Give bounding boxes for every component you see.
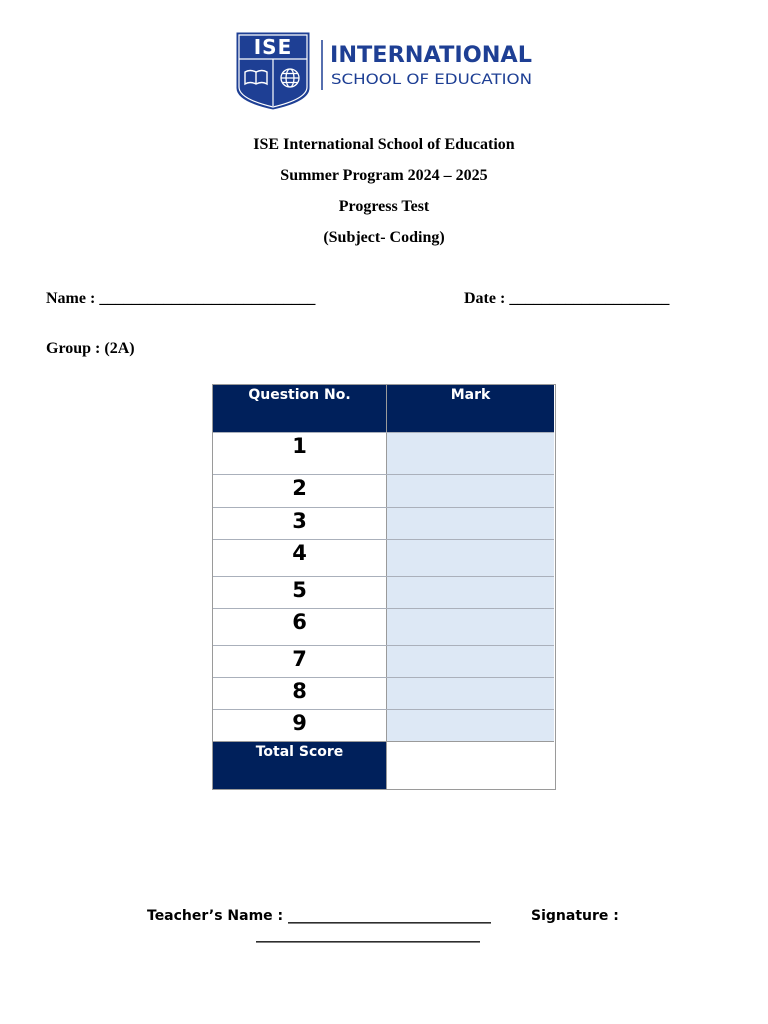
- logo-brand-title: INTERNATIONAL: [330, 43, 532, 68]
- date-field[interactable]: Date : ____________________: [464, 290, 670, 307]
- mark-cell[interactable]: [387, 475, 554, 507]
- question-number: 2: [292, 476, 307, 500]
- school-logo: [234, 30, 534, 112]
- question-number: 7: [292, 647, 307, 671]
- subject-title: (Subject- Coding): [323, 229, 445, 246]
- mark-cell[interactable]: [387, 710, 554, 742]
- mark-cell[interactable]: [387, 646, 554, 677]
- table-row: [213, 645, 554, 677]
- question-number: 6: [292, 610, 307, 634]
- school-name: ISE International School of Education: [253, 136, 515, 153]
- question-number: 9: [292, 711, 307, 735]
- table-header-row: [213, 385, 554, 432]
- mark-cell[interactable]: [387, 540, 554, 576]
- table-row: [213, 507, 554, 539]
- header-mark-label: Mark: [450, 387, 491, 403]
- table-row: [213, 677, 554, 709]
- question-number: 4: [292, 541, 307, 565]
- table-row: [213, 608, 554, 645]
- score-table: [212, 384, 556, 790]
- logo-brand-subtitle: SCHOOL OF EDUCATION: [331, 72, 532, 88]
- table-row: [213, 539, 554, 576]
- table-row: [213, 709, 554, 742]
- question-number: 5: [292, 578, 307, 602]
- total-row: [213, 741, 554, 789]
- question-number: 1: [292, 434, 307, 458]
- signature-label: Signature :: [531, 908, 619, 924]
- header-question-label: Question No.: [248, 387, 351, 403]
- header-cell-mark: [387, 385, 554, 432]
- signature-field[interactable]: ________________________________: [256, 927, 480, 943]
- teacher-name-field[interactable]: Teacher’s Name : _____________________________: [147, 908, 492, 924]
- question-number: 3: [292, 509, 307, 533]
- mark-cell[interactable]: [387, 508, 554, 539]
- mark-cell[interactable]: [387, 609, 554, 645]
- logo-badge-text: ISE: [253, 35, 293, 59]
- header-cell-question: [213, 385, 387, 432]
- program-title: Summer Program 2024 – 2025: [280, 167, 488, 184]
- total-label-cell: [213, 742, 387, 789]
- table-row: [213, 576, 554, 608]
- mark-cell[interactable]: [387, 678, 554, 709]
- group-label: Group : (2A): [46, 340, 135, 357]
- question-number: 8: [292, 679, 307, 703]
- mark-cell[interactable]: [387, 577, 554, 608]
- total-score-label: Total Score: [255, 744, 344, 760]
- name-field[interactable]: Name : ___________________________: [46, 290, 316, 307]
- test-title: Progress Test: [338, 198, 430, 215]
- mark-cell[interactable]: [387, 433, 554, 474]
- table-row: [213, 432, 554, 474]
- total-score-cell[interactable]: [387, 742, 554, 789]
- table-row: [213, 474, 554, 507]
